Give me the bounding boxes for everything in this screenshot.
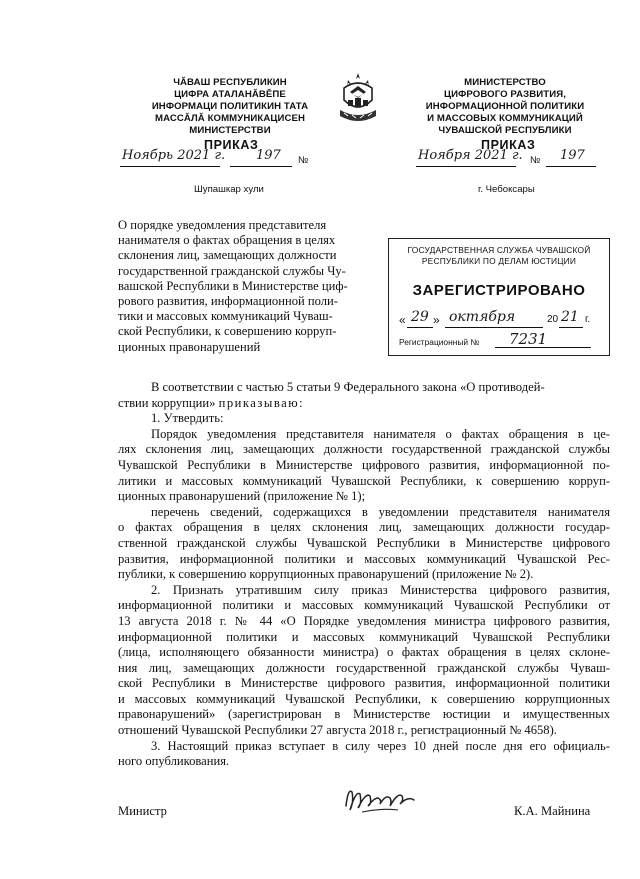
order-title-line: ской Республики, к совершению корруп-	[118, 324, 337, 339]
body-item-1b-line: перечень сведений, содержащихся в уведомлении представителя нанимателя	[151, 504, 610, 519]
body-item-1a-line: литики и массовых коммуникаций Чувашской Республики, к совершению корруп-	[118, 473, 610, 488]
body-item-2-line: 13 августа 2018 г. № 44 «О Порядке уведомления министра цифрового развития,	[118, 613, 610, 628]
signature-name: К.А. Майнина	[514, 804, 591, 818]
body-intro-line: В соответствии с частью 5 статьи 9 Федерального закона «О противодей-	[151, 380, 545, 394]
header-right-date-underline	[416, 166, 516, 167]
body-decree-word: приказываю:	[218, 395, 305, 410]
header-right-line: ЧУВАШСКОЙ РЕСПУБЛИКИ	[438, 125, 572, 136]
stamp-year-unit: г.	[585, 314, 591, 325]
header-left-line: ЧĂВАШ РЕСПУБЛИКИН	[173, 77, 287, 88]
header-right-line: МИНИСТЕРСТВО	[464, 77, 546, 88]
body-item-1a-line: Чувашской Республики в Министерстве цифрового развития, информационной по-	[118, 457, 610, 472]
stamp-reg-number: 7231	[509, 330, 548, 348]
header-left-city: Шупашкар хули	[194, 184, 264, 195]
stamp-day: 29	[411, 309, 429, 325]
header-right-number-underline	[546, 166, 596, 167]
stamp-year-suffix: 21	[561, 309, 579, 325]
body-item-2-line: ния лиц, замещающих должности государственной гражданской службы Чуваш-	[118, 660, 610, 675]
stamp-agency	[389, 245, 609, 267]
body-item-3-line: ного опубликования.	[118, 754, 230, 769]
handwritten-signature-icon	[340, 782, 420, 818]
body-item-1a-line: Порядок уведомления представителя нанимателя о фактах обращения в це-	[151, 426, 610, 441]
body-item-2-line: и массовых коммуникаций Чувашской Республики, к совершению коррупционных	[118, 691, 610, 706]
order-title-line: нанимателя о фактах обращения в целях	[118, 233, 336, 248]
header-left-order-word: ПРИКАЗ	[204, 138, 259, 152]
body-item-2-line: 2. Признать утратившим силу приказ Министерства цифрового развития,	[151, 582, 610, 597]
header-left-number-underline	[230, 166, 292, 167]
body-item-2-line: отношений Чувашской Республики 27 августа 2018 г., регистрационный № 4658).	[118, 723, 557, 738]
order-title-line: ционных правонарушений	[118, 339, 261, 354]
header-right-handwritten-date: Ноября 2021 г.	[418, 148, 523, 163]
header-right-line: И МАССОВЫХ КОММУНИКАЦИЙ	[427, 113, 583, 124]
stamp-year-prefix: 20	[547, 314, 559, 325]
body-item-3-line: 3. Настоящий приказ вступает в силу через 10 дней после дня его официаль-	[151, 738, 610, 753]
registration-stamp	[388, 238, 610, 356]
header-left-line: ЦИФРА АТАЛАНĂВĔПЕ	[174, 89, 286, 100]
stamp-month-underline	[445, 327, 543, 328]
body-item-2-line: информационной политики и массовых коммуникаций Чувашской Республики	[118, 629, 610, 644]
header-right-handwritten-number: 197	[560, 148, 585, 163]
order-title-line: О порядке уведомления представителя	[118, 218, 327, 232]
stamp-agency-line: ГОСУДАРСТВЕННАЯ СЛУЖБА ЧУВАШСКОЙ	[407, 245, 591, 255]
body-item-2-line: ской Республики в Министерстве цифрового развития, информационной политики	[118, 676, 610, 691]
header-left-line: ИНФОРМАЦИ ПОЛИТИКИН ТАТА	[151, 101, 309, 112]
header-right-number-sign: №	[530, 155, 541, 166]
header-left-line: МАССĂЛĂ КОММУНИКАЦИСЕН	[154, 113, 306, 124]
header-left-ministry-name	[120, 77, 340, 137]
stamp-close-quote: »	[433, 313, 440, 327]
body-item-2-line: (лица, исполняющего обязанности министра) о фактах обращения в целях склоне-	[118, 645, 610, 660]
body-intro-fragment: ствии коррупции»	[118, 395, 216, 410]
header-right-line: ЦИФРОВОГО РАЗВИТИЯ,	[444, 89, 566, 100]
order-title-line: склонения лиц, замещающих должности	[118, 248, 337, 263]
stamp-month: октября	[449, 309, 516, 325]
body-intro-line	[118, 396, 610, 412]
stamp-agency-line: РЕСПУБЛИКИ ПО ДЕЛАМ ЮСТИЦИИ	[421, 256, 577, 266]
header-right-line: ИНФОРМАЦИОННОЙ ПОЛИТИКИ	[425, 101, 585, 112]
order-title-line: тики и массовых коммуникаций Чуваш-	[118, 309, 333, 324]
body-item-1b-line: ственной гражданской службы Чувашской Республики в Министерстве цифрового	[118, 535, 610, 550]
stamp-day-underline	[407, 327, 433, 328]
body-item-1b-line: развития, информационной политики и массовых коммуникаций Чувашской Рес-	[118, 551, 610, 566]
chuvash-emblem-icon	[334, 70, 382, 128]
body-item-1a-line: ционных правонарушений (приложение № 1);	[118, 489, 366, 504]
body-item-1a-line: лях склонения лиц, замещающих должности государственной гражданской службы	[118, 442, 610, 457]
stamp-date-row	[399, 309, 599, 329]
body-item-1b-line: о фактах обращения в целях склонения лиц, замещающих должности государ-	[118, 520, 610, 535]
stamp-reg-underline	[495, 347, 591, 348]
body-item-2-line: информационной политики и массовых коммуникаций Чувашской Республики от	[118, 598, 610, 613]
header-right-ministry-name	[395, 77, 615, 137]
header-left-handwritten-date: Ноябрь 2021 г.	[122, 148, 226, 163]
signature-position: Министр	[118, 804, 167, 818]
order-title-line: государственной гражданской службы Чу-	[118, 263, 346, 278]
order-title-line: рового развития, информационной поли-	[118, 294, 338, 309]
order-title-line: вашской Республики в Министерстве циф-	[118, 278, 348, 293]
stamp-reg-label: Регистрационный №	[399, 337, 480, 347]
stamp-open-quote: «	[399, 313, 406, 327]
header-right-order-word: ПРИКАЗ	[481, 138, 536, 152]
order-body	[118, 380, 610, 770]
body-item-1: 1. Утвердить:	[151, 411, 224, 426]
body-item-1b-line: публики, к совершению коррупционных правонарушений (приложение № 2).	[118, 567, 534, 582]
header-right-city: г. Чебоксары	[478, 184, 535, 195]
header-left-line: МИНИСТЕРСТВИ	[189, 125, 271, 136]
order-title	[118, 218, 368, 355]
header-left-handwritten-number: 197	[256, 148, 281, 163]
header-left-number-sign: №	[298, 155, 309, 166]
body-item-2-line: правонарушений» (зарегистрирован в Министерстве юстиции и имущественных	[118, 707, 610, 722]
stamp-registered: ЗАРЕГИСТРИРОВАНО	[412, 282, 586, 299]
stamp-year-underline	[559, 327, 583, 328]
header-left-date-underline	[120, 166, 220, 167]
